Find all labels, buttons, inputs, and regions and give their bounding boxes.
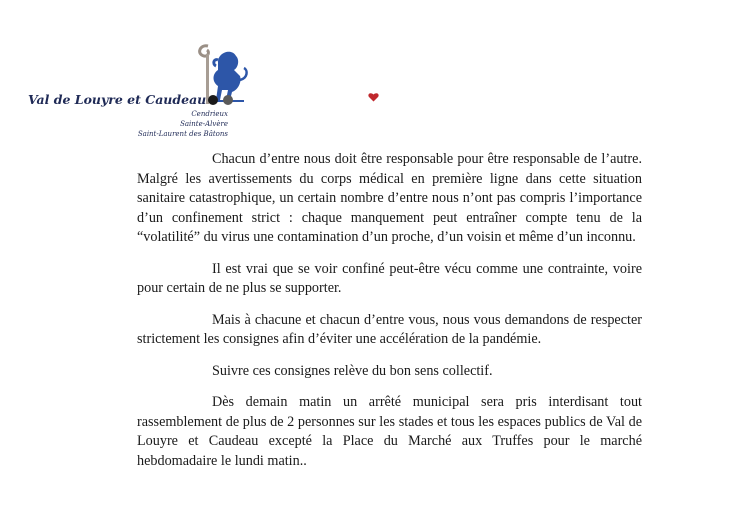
letter-paragraph: Suivre ces consignes relève du bon sens collectif. [212, 362, 493, 379]
letter-paragraph: Mais à chacune et chacun d’entre vous, nous vous demandons de respecter strictement les consignes afin d’éviter une accélération de la pandémie. [137, 311, 642, 347]
letter-paragraph: Chacun d’entre nous doit être responsable pour être responsable de l’autre. Malgré les avertissements du corps médical en première ligne dans cette situation sanitaire catastrophique, un certain nombre d’entre nous n’ont pas compris l’importance d’un confinement strict : chaque manquement peut entraîner compte tenu de la “volatilité” du virus une contamination d’un proche, d’un voisin et même d’un inconnu. [137, 151, 642, 245]
walnut-icon [223, 95, 233, 105]
letter-paragraph: Il est vrai que se voir confiné peut-être vécu comme une contrainte, voire pour certain de ne plus se supporter. [137, 260, 642, 296]
truffle-icon [208, 95, 218, 105]
letter-paragraph: Dès demain matin un arrêté municipal sera pris interdisant tout rassemblement de plus de 2 personnes sur les stades et tous les espaces publics de Val de Louyre et Caudeau excepté la Place du Marché aux Truffes pour le marché hebdomadaire le lundi matin.. [137, 394, 642, 469]
logo-title: Val de Louyre et Caudeau [28, 92, 207, 107]
heart-icon [239, 95, 250, 105]
logo-commune: Cendrieux [191, 110, 228, 118]
logo-emblems [208, 92, 250, 110]
municipal-logo [28, 40, 258, 140]
logo-commune: Saint-Laurent des Bâtons [137, 130, 228, 138]
letter-body [137, 150, 642, 483]
logo-commune: Sainte-Alvère [180, 120, 228, 128]
